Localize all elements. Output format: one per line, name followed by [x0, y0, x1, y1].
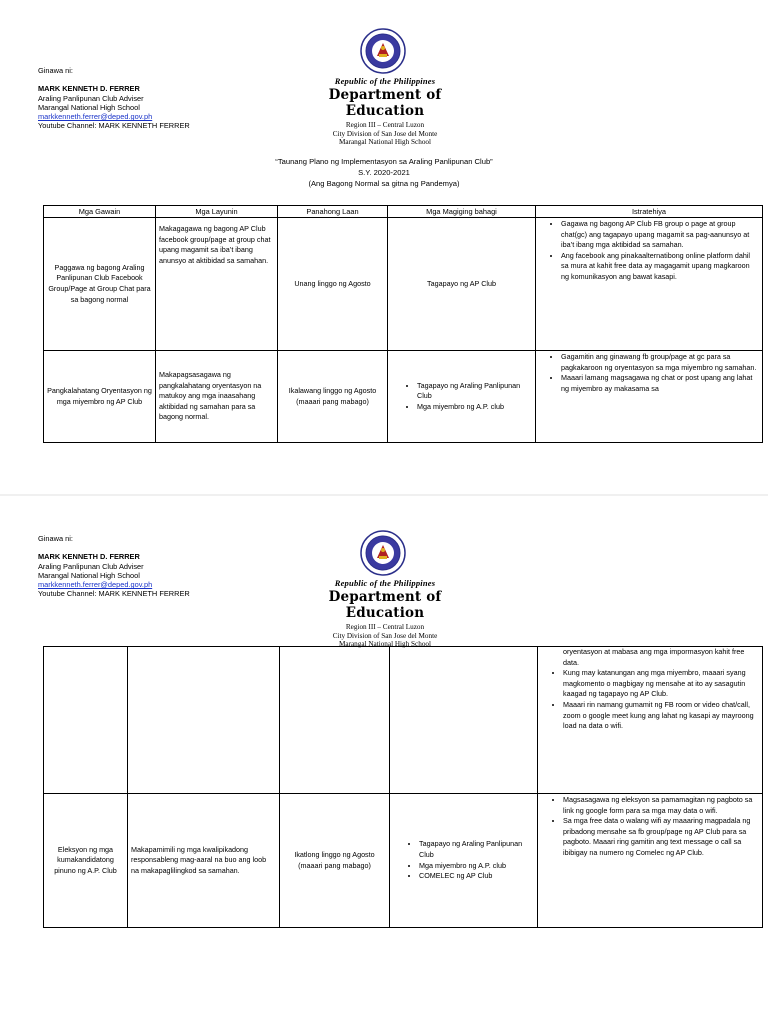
plan-table-continued [43, 646, 763, 928]
list-item: • COMELEC ng AP Club [419, 871, 534, 882]
panahon-text: Ikatlong linggo ng Agosto [294, 849, 375, 859]
region-label: Region III – Central Luzon [345, 121, 425, 129]
panahon-text: Ikalawang linggo ng Agosto [288, 385, 377, 395]
layunin-cell: Makapagsasagawa ng pangkalahatang oryentasyon na matukoy ang mga inaasahang aktibidad ng samahan para sa bagong normal. [156, 351, 278, 443]
gawain-cell: Pangkalahatang Oryentasyon ng mga miyembro ng AP Club [44, 351, 156, 443]
page-2 [0, 500, 768, 990]
plan-title-line3: (Ang Bagong Normal sa gitna ng Pandemya) [308, 179, 460, 188]
deped-header [300, 76, 470, 147]
list-item: • Mga miyembro ng A.P. club [417, 402, 532, 413]
plan-title-line1: “Taunang Plano ng Implementasyon sa Araling Panlipunan Club” [275, 157, 493, 166]
list-item: • Ang facebook ang pinakaalternatibong online platform dahil sa mura at kahit free data ay magagamit upang magkaroon ng komunikasyon ang bawat kasapi. [561, 251, 759, 283]
bahagi-cell [390, 794, 538, 928]
division-label: City Division of San Jose del Monte [332, 631, 438, 640]
department-label: Department of Education [328, 589, 442, 621]
panahon-cell: Unang linggo ng Agosto [278, 218, 388, 351]
list-item: • Sa mga free data o walang wifi ay maaaring magpadala ng pribadong mensahe sa fb group/page ng AP Club para sa pagboto. Maaari ring gamitin ang text message o call sa ibibigay na numero ng Comelec ng AP Club. [563, 816, 759, 858]
column-header: Panahong Laan [278, 206, 388, 218]
list-item: • Maaari rin namang gumamit ng FB room or video chat/call, zoom o google meet kung ang lahat ng kasapi ay mayroong load na data o wifi. [563, 700, 759, 732]
deped-header [300, 578, 470, 649]
column-header: Mga Magiging bahagi [388, 206, 536, 218]
panahon-cell [280, 794, 390, 928]
author-school: Marangal National High School [38, 102, 140, 112]
bahagi-cell: Tagapayo ng AP Club [388, 218, 536, 351]
department-label: Department of Education [328, 87, 442, 119]
table-row [44, 794, 763, 928]
author-channel: Youtube Channel: MARK KENNETH FERRER [38, 121, 190, 131]
gawain-cell [44, 647, 128, 794]
author-school: Marangal National High School [38, 570, 140, 580]
list-item: • Gagamitin ang ginawang fb group/page at gc para sa pagkakaroon ng oryentasyon sa mga miyembro ng samahan. [561, 352, 759, 373]
table-row [44, 647, 763, 794]
deped-seal-icon [360, 530, 406, 576]
page-separator [0, 494, 768, 496]
istratehiya-cell [538, 647, 763, 794]
layunin-cell [128, 647, 280, 794]
istratehiya-cell [538, 794, 763, 928]
istratehiya-cell [536, 351, 763, 443]
list-item: • Maaari lamang magsagawa ng chat or post upang ang lahat ng miyembro ay makasama sa [561, 373, 759, 394]
plan-title [0, 156, 768, 189]
region-label: Region III – Central Luzon [345, 623, 425, 631]
table-row [44, 218, 763, 351]
list-item: • Tagapayo ng Araling Panlipunan Club [419, 839, 534, 860]
list-item: • Kung may katanungan ang mga miyembro, maaari syang magkomento o magbigay ng mensahe at ito ay sasagutin kaagad ng tagapayo ng AP Club. [563, 668, 759, 700]
istratehiya-cell [536, 218, 763, 351]
plan-title-line2: S.Y. 2020-2021 [358, 168, 410, 177]
page-1 [0, 0, 768, 490]
column-header: Istratehiya [536, 206, 763, 218]
republic-label: Republic of the Philippines [334, 578, 436, 588]
list-item: • Magsasagawa ng eleksyon sa pamamagitan ng pagboto sa link ng google form para sa mga may data o wifi. [563, 795, 759, 816]
list-item: • Gagawa ng bagong AP Club FB group o page at group chat(gc) ang tagapayo upang magamit sa pag-aanunsyo at iba’t ibang mga aktibidad sa samahan. [561, 219, 759, 251]
author-name: MARK KENNETH D. FERRER [38, 84, 140, 94]
column-header: Mga Gawain [44, 206, 156, 218]
list-item: • Mga miyembro ng A.P. club [419, 861, 534, 872]
gawain-cell: Paggawa ng bagong Araling Panlipunan Club Facebook Group/Page at Group Chat para sa bagong normal [44, 218, 156, 351]
author-block [38, 66, 190, 131]
bahagi-cell [390, 647, 538, 794]
author-email-link[interactable]: markkenneth.ferrer@deped.gov.ph [38, 580, 153, 590]
table-header-row [44, 206, 763, 218]
panahon-note: (maaari pang mabago) [296, 396, 369, 406]
author-email-link[interactable]: markkenneth.ferrer@deped.gov.ph [38, 112, 153, 122]
gawain-cell: Eleksyon ng mga kumakandidatong pinuno ng A.P. Club [44, 794, 128, 928]
panahon-note: (maaari pang mabago) [298, 860, 371, 870]
author-channel: Youtube Channel: MARK KENNETH FERRER [38, 589, 190, 599]
layunin-cell: Makagagawa ng bagong AP Club facebook group/page at group chat upang magamit sa iba’t ibang anunsyo at aktibidad sa samahan. [156, 218, 278, 351]
author-block [38, 534, 190, 599]
school-label: Marangal National High School [338, 640, 432, 649]
panahon-cell [280, 647, 390, 794]
author-name: MARK KENNETH D. FERRER [38, 552, 140, 562]
made-by-label: Ginawa ni: [38, 534, 73, 543]
table-row [44, 351, 763, 443]
made-by-label: Ginawa ni: [38, 66, 73, 75]
author-role: Araling Panlipunan Club Adviser [38, 93, 144, 103]
layunin-cell: Makapamimili ng mga kwalipikadong responsableng mag-aaral na buo ang loob na makapaglilingkod sa samahan. [128, 794, 280, 928]
plan-table [43, 205, 763, 443]
republic-label: Republic of the Philippines [334, 76, 436, 86]
deped-seal-icon [360, 28, 406, 74]
author-role: Araling Panlipunan Club Adviser [38, 561, 144, 571]
bahagi-cell [388, 351, 536, 443]
list-item: • Tagapayo ng Araling Panlipunan Club [417, 381, 532, 402]
istratehiya-continued: oryentasyon at mabasa ang mga impormasyon kahit free data. [563, 647, 745, 667]
division-label: City Division of San Jose del Monte [332, 129, 438, 138]
panahon-cell [278, 351, 388, 443]
column-header: Mga Layunin [156, 206, 278, 218]
school-label: Marangal National High School [338, 138, 432, 147]
